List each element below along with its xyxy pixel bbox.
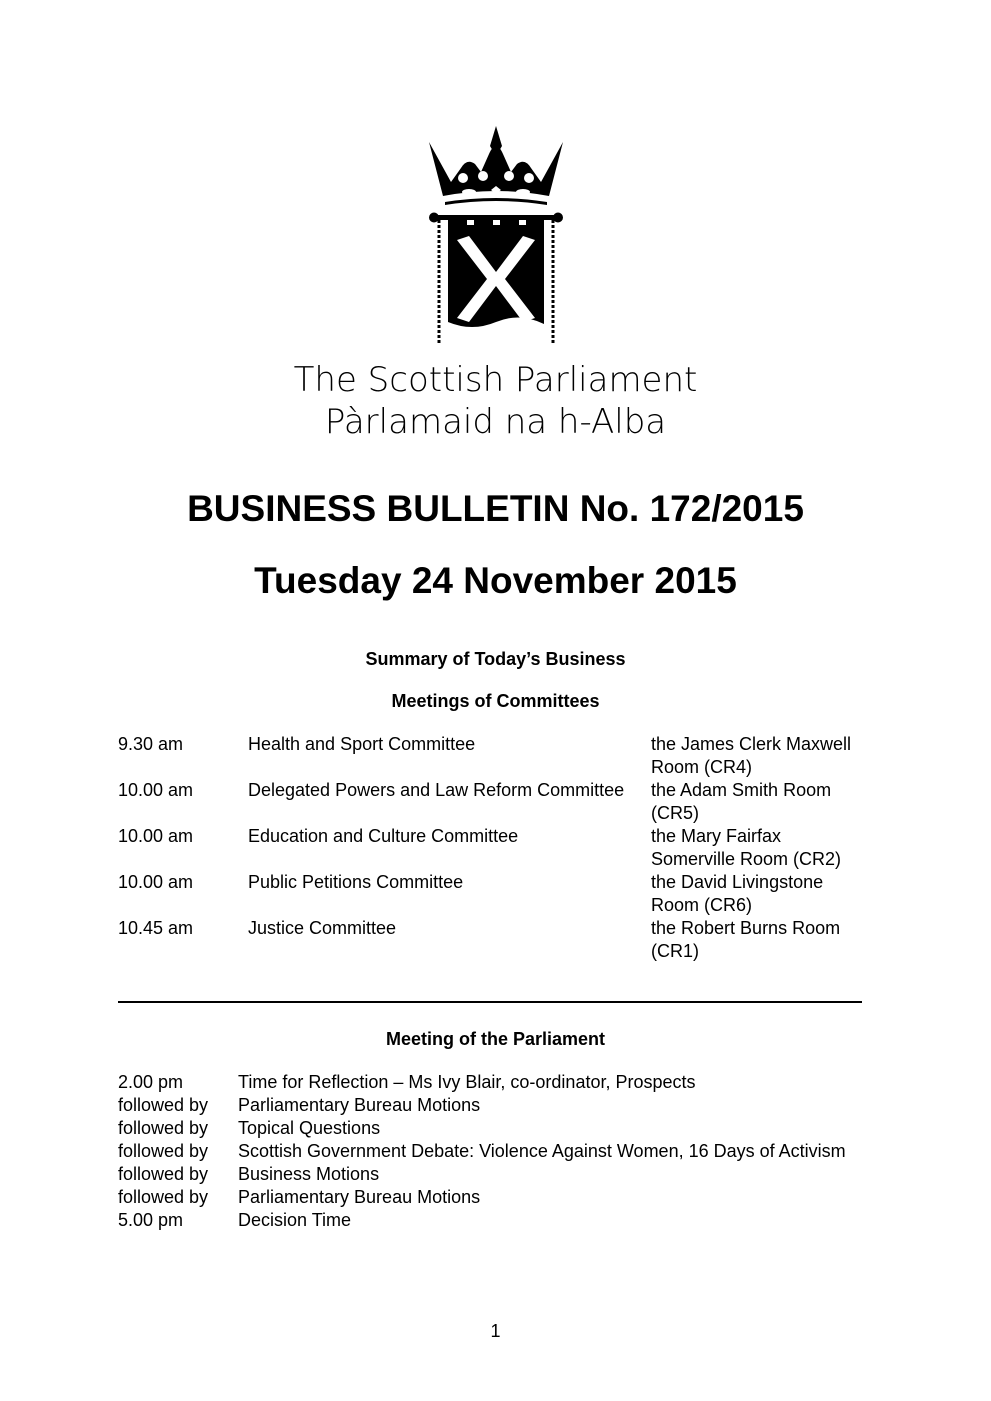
scottish-parliament-crest-icon (425, 124, 567, 346)
agenda-time: followed by (118, 1141, 209, 1161)
agenda-row (118, 1163, 868, 1186)
committee-row (118, 779, 868, 825)
agenda-row (118, 1094, 868, 1117)
committee-time: 10.00 am (118, 872, 194, 892)
agenda-item: Business Motions (238, 1164, 380, 1184)
committee-time: 10.45 am (118, 918, 194, 938)
bulletin-date: Tuesday 24 November 2015 (254, 560, 737, 601)
committee-row (118, 871, 868, 917)
committee-time: 10.00 am (118, 780, 194, 800)
committees-heading: Meetings of Committees (391, 691, 600, 711)
committee-room: the Adam Smith Room (CR5) (651, 780, 832, 823)
committee-room: the Mary Fairfax Somerville Room (CR2) (651, 826, 842, 869)
agenda-row (118, 1186, 868, 1209)
agenda-time: followed by (118, 1187, 209, 1207)
agenda-row (118, 1117, 868, 1140)
agenda-item: Time for Reflection – Ms Ivy Blair, co-ordinator, Prospects (238, 1072, 696, 1092)
committee-time: 9.30 am (118, 734, 184, 754)
agenda-time: followed by (118, 1118, 209, 1138)
page-number: 1 (490, 1321, 501, 1341)
parliament-agenda (118, 1071, 868, 1232)
agenda-time: followed by (118, 1095, 209, 1115)
section-divider (118, 1001, 862, 1003)
committee-row (118, 825, 868, 871)
agenda-time: 5.00 pm (118, 1210, 184, 1230)
committees-table (118, 733, 868, 963)
agenda-item: Topical Questions (238, 1118, 381, 1138)
summary-heading: Summary of Today’s Business (365, 649, 626, 669)
agenda-item: Parliamentary Bureau Motions (238, 1187, 481, 1207)
agenda-item: Scottish Government Debate: Violence Against Women, 16 Days of Activism (238, 1141, 846, 1161)
agenda-time: followed by (118, 1164, 209, 1184)
committee-room: the Robert Burns Room (CR1) (651, 918, 841, 961)
committee-name: Education and Culture Committee (248, 826, 519, 846)
committee-time: 10.00 am (118, 826, 194, 846)
committee-name: Justice Committee (248, 918, 397, 938)
committee-room: the David Livingstone Room (CR6) (651, 872, 824, 915)
committee-name: Health and Sport Committee (248, 734, 476, 754)
parliament-name-english: The Scottish Parliament (293, 360, 698, 400)
agenda-row (118, 1071, 868, 1094)
agenda-item: Parliamentary Bureau Motions (238, 1095, 481, 1115)
committee-row (118, 917, 868, 963)
committee-name: Delegated Powers and Law Reform Committee (248, 780, 625, 800)
bulletin-title: BUSINESS BULLETIN No. 172/2015 (187, 488, 804, 529)
agenda-row (118, 1140, 868, 1163)
parliament-name-gaelic: Pàrlamaid na h-Alba (324, 402, 667, 442)
agenda-time: 2.00 pm (118, 1072, 184, 1092)
agenda-item: Decision Time (238, 1210, 352, 1230)
committee-row (118, 733, 868, 779)
agenda-row (118, 1209, 868, 1232)
parliament-meeting-heading: Meeting of the Parliament (385, 1029, 606, 1049)
committee-name: Public Petitions Committee (248, 872, 464, 892)
committee-room: the James Clerk Maxwell Room (CR4) (651, 734, 852, 777)
